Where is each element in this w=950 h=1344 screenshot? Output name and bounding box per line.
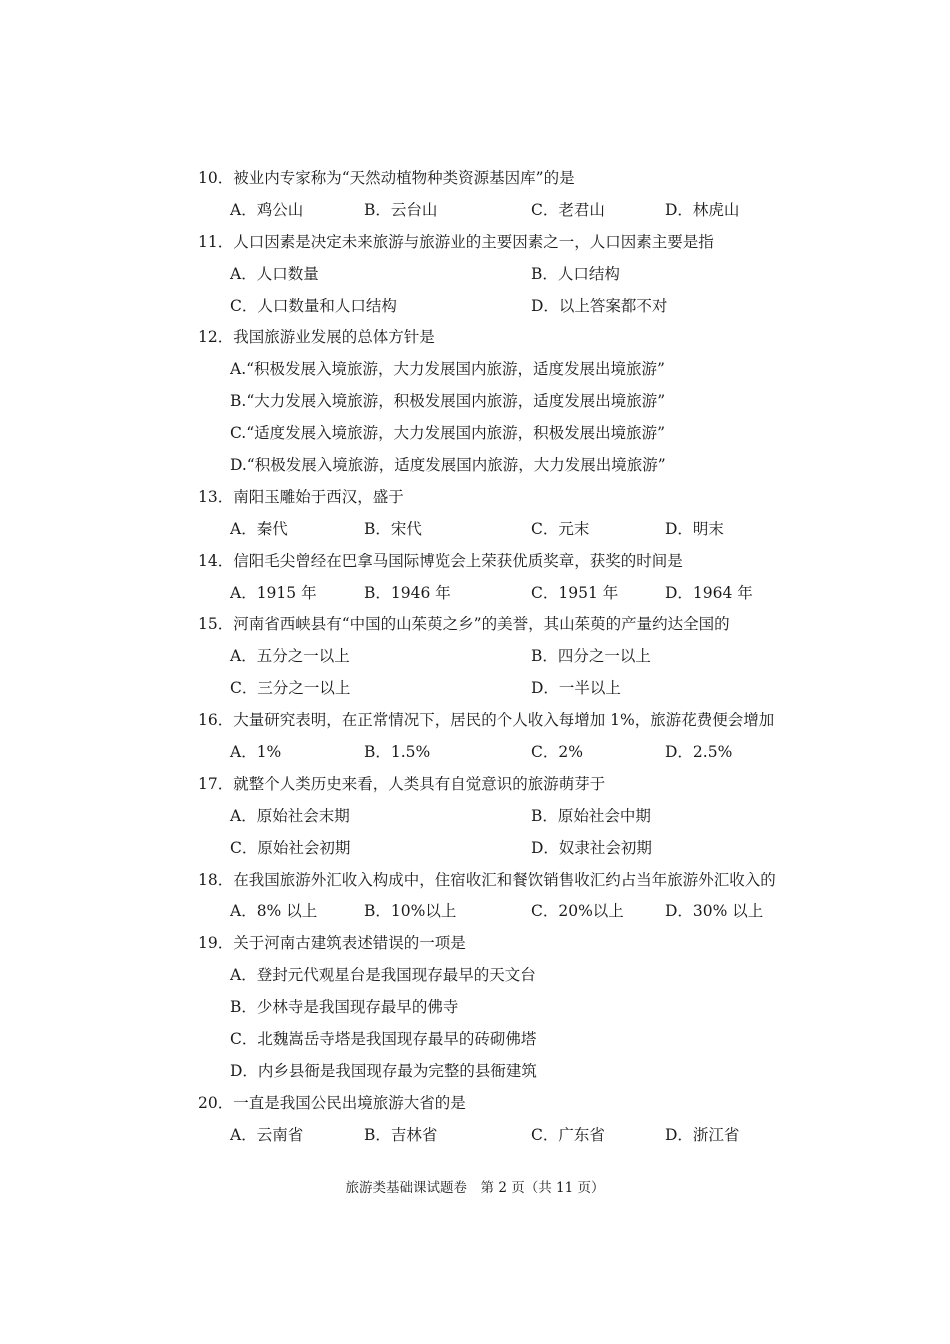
option: B.“大力发展入境旅游，积极发展国内旅游，适度发展出境旅游” [230,392,666,411]
option-row [198,1024,798,1056]
option-row [198,801,798,833]
option: C．北魏嵩岳寺塔是我国现存最早的砖砌佛塔 [230,1030,537,1049]
option: C．原始社会初期 [230,838,351,857]
option: A．1% [230,743,282,762]
option: A．秦代 [230,519,288,538]
option: A．鸡公山 [230,200,304,219]
option: B．四分之一以上 [531,647,651,666]
option: D．奴隶社会初期 [531,838,652,857]
question-stem: 14．信阳毛尖曾经在巴拿马国际博览会上荣获优质奖章，获奖的时间是 [198,551,683,570]
option-row [198,291,798,323]
option: A．人口数量 [230,264,319,283]
option: D．1964 年 [665,583,753,602]
option-row [198,673,798,705]
question-stem: 19．关于河南古建筑表述错误的一项是 [198,934,466,953]
option: A.“积极发展入境旅游，大力发展国内旅游，适度发展出境旅游” [230,360,665,379]
question-stem: 20．一直是我国公民出境旅游大省的是 [198,1093,466,1112]
option: D．浙江省 [665,1125,740,1144]
question-list [198,163,798,1152]
option: D．内乡县衙是我国现存最为完整的县衙建筑 [230,1061,537,1080]
option: C．2% [531,743,583,762]
option: D．30% 以上 [665,902,764,921]
option: D．林虎山 [665,200,740,219]
option-row [198,960,798,992]
option: A．1915 年 [230,583,317,602]
option: C．1951 年 [531,583,619,602]
question-stem: 10．被业内专家称为“天然动植物种类资源基因库”的是 [198,169,575,187]
option: C．广东省 [531,1125,605,1144]
option: A．原始社会末期 [230,806,350,825]
option-row [198,737,798,769]
question-stem: 13．南阳玉雕始于西汉，盛于 [198,487,404,506]
option: A．登封元代观星台是我国现存最早的天文台 [230,966,536,985]
option: D.“积极发展入境旅游，适度发展国内旅游，大力发展出境旅游” [230,456,666,475]
option: B．人口结构 [531,264,620,283]
option-row [198,1120,798,1152]
option: C．20%以上 [531,902,624,921]
option-row [198,896,798,928]
option: B．吉林省 [364,1125,438,1144]
option-row [198,450,798,482]
question-stem: 12．我国旅游业发展的总体方针是 [198,328,435,347]
option: C．三分之一以上 [230,679,351,698]
question-stem: 15．河南省西峡县有“中国的山茱萸之乡”的美誉，其山茱萸的产量约达全国的 [198,615,730,634]
option: D．一半以上 [531,679,621,698]
option: B．原始社会中期 [531,806,651,825]
option-row [198,992,798,1024]
option: B．宋代 [364,519,422,538]
option-row [198,195,798,227]
option: A．云南省 [230,1125,304,1144]
option: A．8% 以上 [230,902,318,921]
option: B．1946 年 [364,583,451,602]
option: B．云台山 [364,200,438,219]
option-row [198,514,798,546]
option: C．老君山 [531,200,605,219]
option-row [198,354,798,386]
option-row [198,641,798,673]
question-stem: 16．大量研究表明，在正常情况下，居民的个人收入每增加 1%，旅游花费便会增加 [198,711,775,730]
option: C.“适度发展入境旅游，大力发展国内旅游，积极发展出境旅游” [230,424,666,443]
option: C．元末 [531,519,590,538]
option-row [198,833,798,865]
option: D．明末 [665,519,724,538]
question-stem: 18．在我国旅游外汇收入构成中，住宿收汇和餐饮销售收汇约占当年旅游外汇收入的 [198,870,776,889]
option: D．2.5% [665,743,733,762]
option-row [198,386,798,418]
option-row [198,418,798,450]
question-stem: 11．人口因素是决定未来旅游与旅游业的主要因素之一，人口因素主要是指 [198,232,714,251]
option: D．以上答案都不对 [531,296,668,315]
option-row [198,578,798,610]
option-row [198,1056,798,1088]
option: C．人口数量和人口结构 [230,296,397,315]
option: B．10%以上 [364,902,457,921]
option-row [198,259,798,291]
option: B．少林寺是我国现存最早的佛寺 [230,998,459,1017]
option: B．1.5% [364,743,431,762]
question-stem: 17．就整个人类历史来看，人类具有自觉意识的旅游萌芽于 [198,774,606,793]
page-footer: 旅游类基础课试题卷 第 2 页（共 11 页） [345,1180,605,1196]
option: A．五分之一以上 [230,647,350,666]
